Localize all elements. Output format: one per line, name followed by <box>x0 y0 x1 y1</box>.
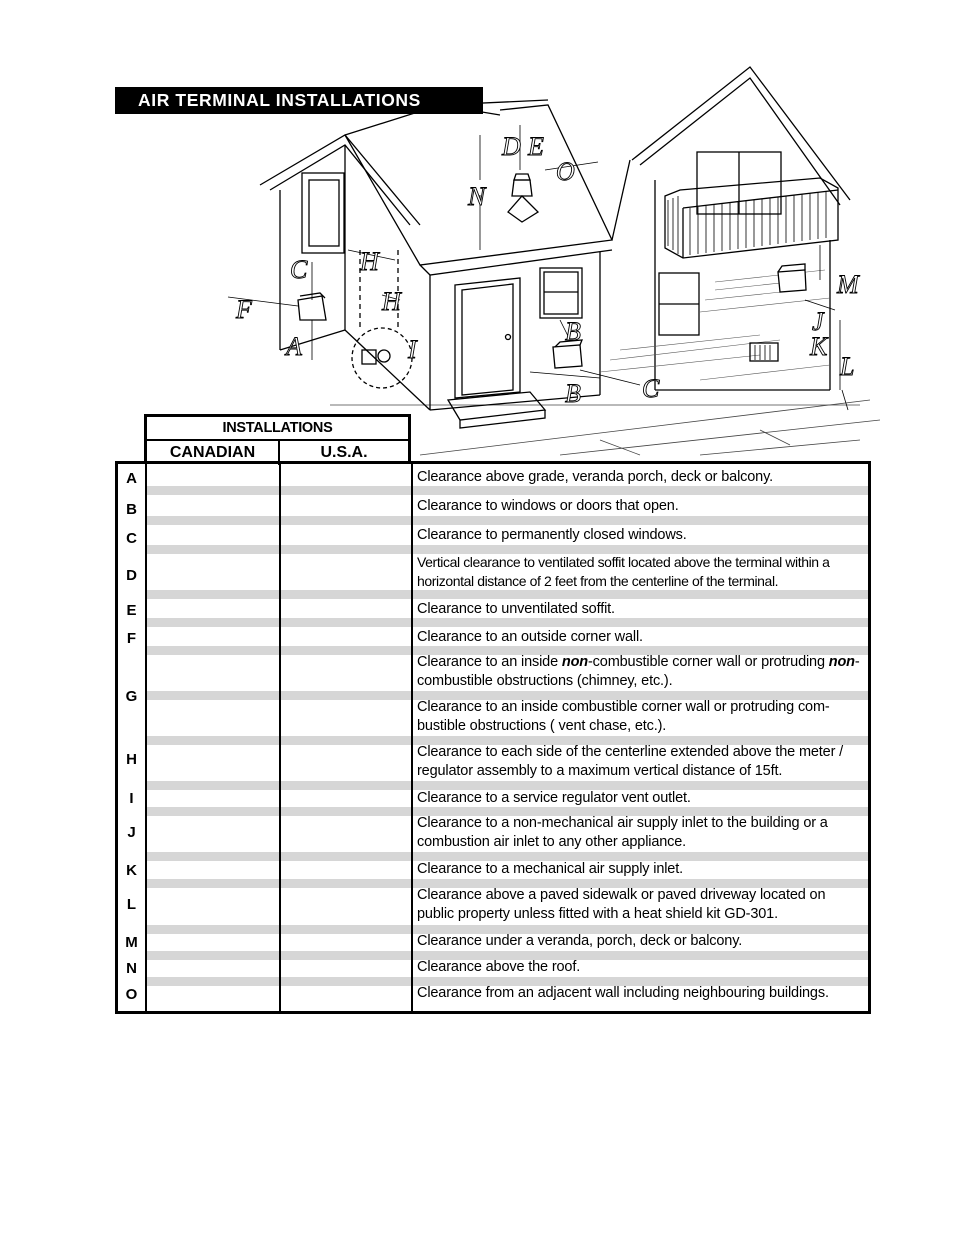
table-row <box>118 888 868 934</box>
table-row <box>118 627 868 655</box>
diagram-label-h: H <box>360 247 379 276</box>
table-row <box>118 554 868 599</box>
table-row <box>118 816 868 861</box>
row-description: Clearance to a service regulator vent outlet. <box>417 790 691 806</box>
row-description: Clearance to a non-mechanical air supply inlet to the building or a combustion air inlet to any other appliance. <box>417 815 828 850</box>
row-description: Vertical clearance to ventilated soffit located above the terminal within a horizontal distance of 2 feet from the centerline of the terminal. <box>417 554 830 589</box>
row-description: Clearance to unventilated soffit. <box>417 601 615 617</box>
table-row <box>118 599 868 627</box>
table-row <box>118 688 868 745</box>
row-letter: L <box>126 896 137 913</box>
row-letter: I <box>129 790 134 807</box>
table-row <box>118 790 868 816</box>
diagram-label-c: C <box>642 374 660 403</box>
diagram-label-b: B <box>565 379 581 408</box>
row-description: Clearance under a veranda, porch, deck or balcony. <box>417 933 743 949</box>
installations-header <box>144 414 411 462</box>
row-letter: M <box>125 934 138 951</box>
row-description: Clearance to permanently closed windows. <box>417 527 687 543</box>
usa-column-header: U.S.A. <box>320 444 368 461</box>
table-row <box>118 655 868 700</box>
row-description: Clearance to an inside non-combustible corner wall or protruding non-combustible obstructions (chimney, etc.). <box>417 654 860 689</box>
diagram-label-f: F <box>236 295 252 324</box>
row-letter: D <box>126 567 137 584</box>
house-clearance-diagram <box>0 0 954 470</box>
diagram-label-l: L <box>840 352 855 381</box>
row-letter: J <box>127 824 136 841</box>
row-letter: N <box>126 960 137 977</box>
diagram-label-n: N <box>468 182 486 211</box>
column-divider <box>279 464 281 1011</box>
table-row <box>118 960 868 986</box>
section-title: AIR TERMINAL INSTALLATIONS <box>115 87 483 114</box>
canadian-column-header: CANADIAN <box>147 441 280 465</box>
diagram-label-c: C <box>290 255 308 284</box>
table-row <box>118 745 868 790</box>
row-letter: B <box>126 501 137 518</box>
row-letter: H <box>126 751 137 768</box>
row-description: Clearance to windows or doors that open. <box>417 498 679 514</box>
row-letter: K <box>126 862 137 879</box>
column-divider <box>145 464 147 1011</box>
installations-group-header: INSTALLATIONS <box>147 417 408 441</box>
diagram-label-h: H <box>382 287 401 316</box>
row-letter: G <box>125 688 138 705</box>
table-row <box>118 934 868 960</box>
row-description: Clearance to an inside combustible corner wall or protruding com-bustible obstructions ( vent chase, etc.). <box>417 699 830 734</box>
row-letter: F <box>126 630 137 647</box>
row-description: Clearance to an outside corner wall. <box>417 629 643 645</box>
row-description: Clearance above the roof. <box>417 959 581 975</box>
diagram-label-o: O <box>556 157 575 186</box>
diagram-label-k: K <box>810 332 828 361</box>
row-description: Clearance to a mechanical air supply inlet. <box>417 861 683 877</box>
row-description: Clearance above a paved sidewalk or paved driveway located on public property unless fitted with a heat shield kit GD-301. <box>417 887 826 922</box>
diagram-label-j: J <box>812 307 824 336</box>
row-letter: O <box>125 986 138 1003</box>
table-row <box>118 525 868 554</box>
diagram-label-a: A <box>286 332 302 361</box>
diagram-label-d: D <box>502 132 521 161</box>
row-description: Clearance above grade, veranda porch, deck or balcony. <box>417 469 773 485</box>
row-description: Clearance from an adjacent wall including neighbouring buildings. <box>417 985 829 1001</box>
diagram-label-i: I <box>408 335 417 364</box>
table-row <box>118 861 868 888</box>
table-row <box>118 464 868 495</box>
diagram-label-m: M <box>837 270 859 299</box>
table-row <box>118 495 868 525</box>
diagram-label-e: E <box>528 132 544 161</box>
row-letter: A <box>126 470 137 487</box>
diagram-label-b: B <box>565 317 581 346</box>
row-letter: C <box>126 530 137 547</box>
table-row <box>118 986 868 1014</box>
row-letter: E <box>126 602 137 619</box>
column-divider <box>411 464 413 1011</box>
row-description: Clearance to each side of the centerline extended above the meter / regulator assembly to a maximum vertical distance of 15ft. <box>417 744 844 779</box>
clearance-table <box>115 461 871 1014</box>
